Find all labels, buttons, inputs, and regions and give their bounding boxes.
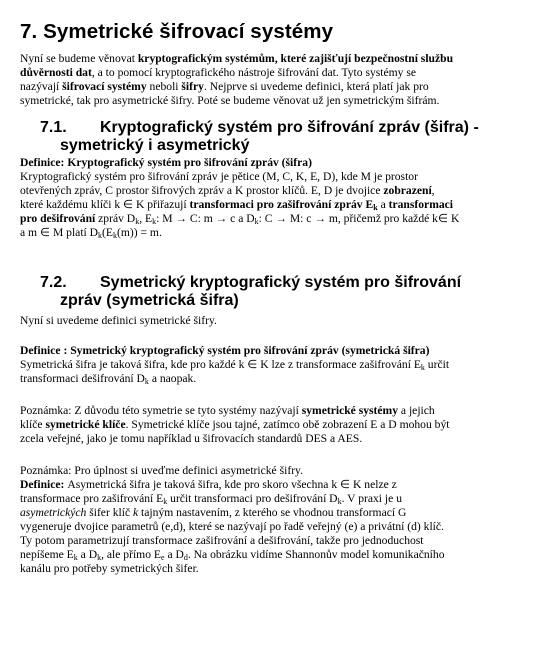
asym-definition-line: Ty potom parametrizují transformace zašifrování a dešifrování, takže pro jednoduchost xyxy=(20,534,424,547)
asym-definition-line: kanálu pro potřeby symetrických šifer. xyxy=(20,562,199,575)
section-title-line-2: symetrický i asymetrický xyxy=(60,137,250,154)
definition-line: Kryptografický systém pro šifrování zpráv je pětice (M, C, K, E, D), kde M je prostor xyxy=(20,170,418,183)
definition-line: otevřených zpráv, C prostor šifrových zpráv a K prostor klíčů. E, D je dvojice zobrazení, xyxy=(20,184,435,197)
section-number: 7.1. xyxy=(40,119,67,136)
definition-line: Symetrická šifra je taková šifra, kde pro každé k ∈ K lze z transformace zašifrování $E_k$ určit xyxy=(20,358,450,372)
section-number: 7.2. xyxy=(40,274,67,291)
intro-line-3: nazývají šifrovací systémy neboli šifry. Nejprve si uvedeme definici, která platí jak pro xyxy=(20,80,429,93)
intro-line-1: Nyní se budeme věnovat kryptografickým systémům, které zajišťují bezpečnostní službu xyxy=(20,52,454,65)
intro-line-2: důvěrnosti dat, a to pomocí kryptografického nástroje šifrování dat. Tyto systémy se xyxy=(20,66,416,79)
note-line: zcela veřejné, jako je tomu například u šifrovacích standardů DES a AES. xyxy=(20,432,363,445)
definition-title: Definice: Kryptografický systém pro šifrování zpráv (šifra) xyxy=(20,156,312,169)
intro-line-4: symetrické, tak pro asymetrické šifry. Poté se budeme věnovat už jen symetrickým šifrám. xyxy=(20,94,440,107)
definition-line: a m ∈ M platí $D_k(E_k(m)) = m$. xyxy=(20,226,162,240)
paragraph-line: Nyní si uvedeme definici symetrické šifry. xyxy=(20,314,217,327)
definition-line: které každému klíči k ∈ K přiřazují transformaci pro zašifrování zpráv $E_k$ a transformaci xyxy=(20,198,454,212)
section-title-line-1: Kryptografický systém pro šifrování zpráv (šifra) - xyxy=(100,119,479,136)
section-title-line-2: zpráv (symetrická šifra) xyxy=(60,292,239,309)
note-line: Poznámka: Z důvodu této symetrie se tyto systémy nazývají symetrické systémy a jejich xyxy=(20,404,435,417)
asym-definition-line: Definice: Asymetrická šifra je taková šifra, kde pro skoro všechna k ∈ K nelze z xyxy=(20,478,397,491)
asym-definition-line: transformace pro zašifrování $E_k$ určit transformaci pro dešifrování $D_k$. V praxi je u xyxy=(20,492,402,506)
note-line: Poznámka: Pro úplnost si uveďme definici asymetrické šifry. xyxy=(20,464,303,477)
asym-definition-line: nepíšeme $E_k$ a $D_k$, ale přímo $E_e$ a $D_d$. Na obrázku vidíme Shannonův model komunikačního xyxy=(20,548,445,562)
chapter-heading: 7. Symetrické šifrovací systémy xyxy=(20,20,334,43)
definition-line: pro dešifrování zpráv $D_k$, $E_k$: M → C: m → c a $D_k$: C → M: c → m, přičemž pro každé k∈ K xyxy=(20,212,460,226)
definition-line: transformaci dešifrování $D_k$ a naopak. xyxy=(20,372,197,386)
asym-definition-line: vygeneruje dvojice parametrů (e,d), které se nazývají po řadě veřejný (e) a privátní (d) klíč. xyxy=(20,520,444,533)
section-title-line-1: Symetrický kryptografický systém pro šifrování xyxy=(100,274,462,291)
definition-title: Definice : Symetrický kryptografický systém pro šifrování zpráv (symetrická šifra) xyxy=(20,344,430,357)
asym-definition-line: asymetrických šifer klíč k tajným nastavením, z kterého se vhodnou transformací G xyxy=(20,506,407,519)
note-line: klíče symetrické klíče. Symetrické klíče jsou tajné, zatímco obě zobrazení E a D mohou být xyxy=(20,418,450,431)
